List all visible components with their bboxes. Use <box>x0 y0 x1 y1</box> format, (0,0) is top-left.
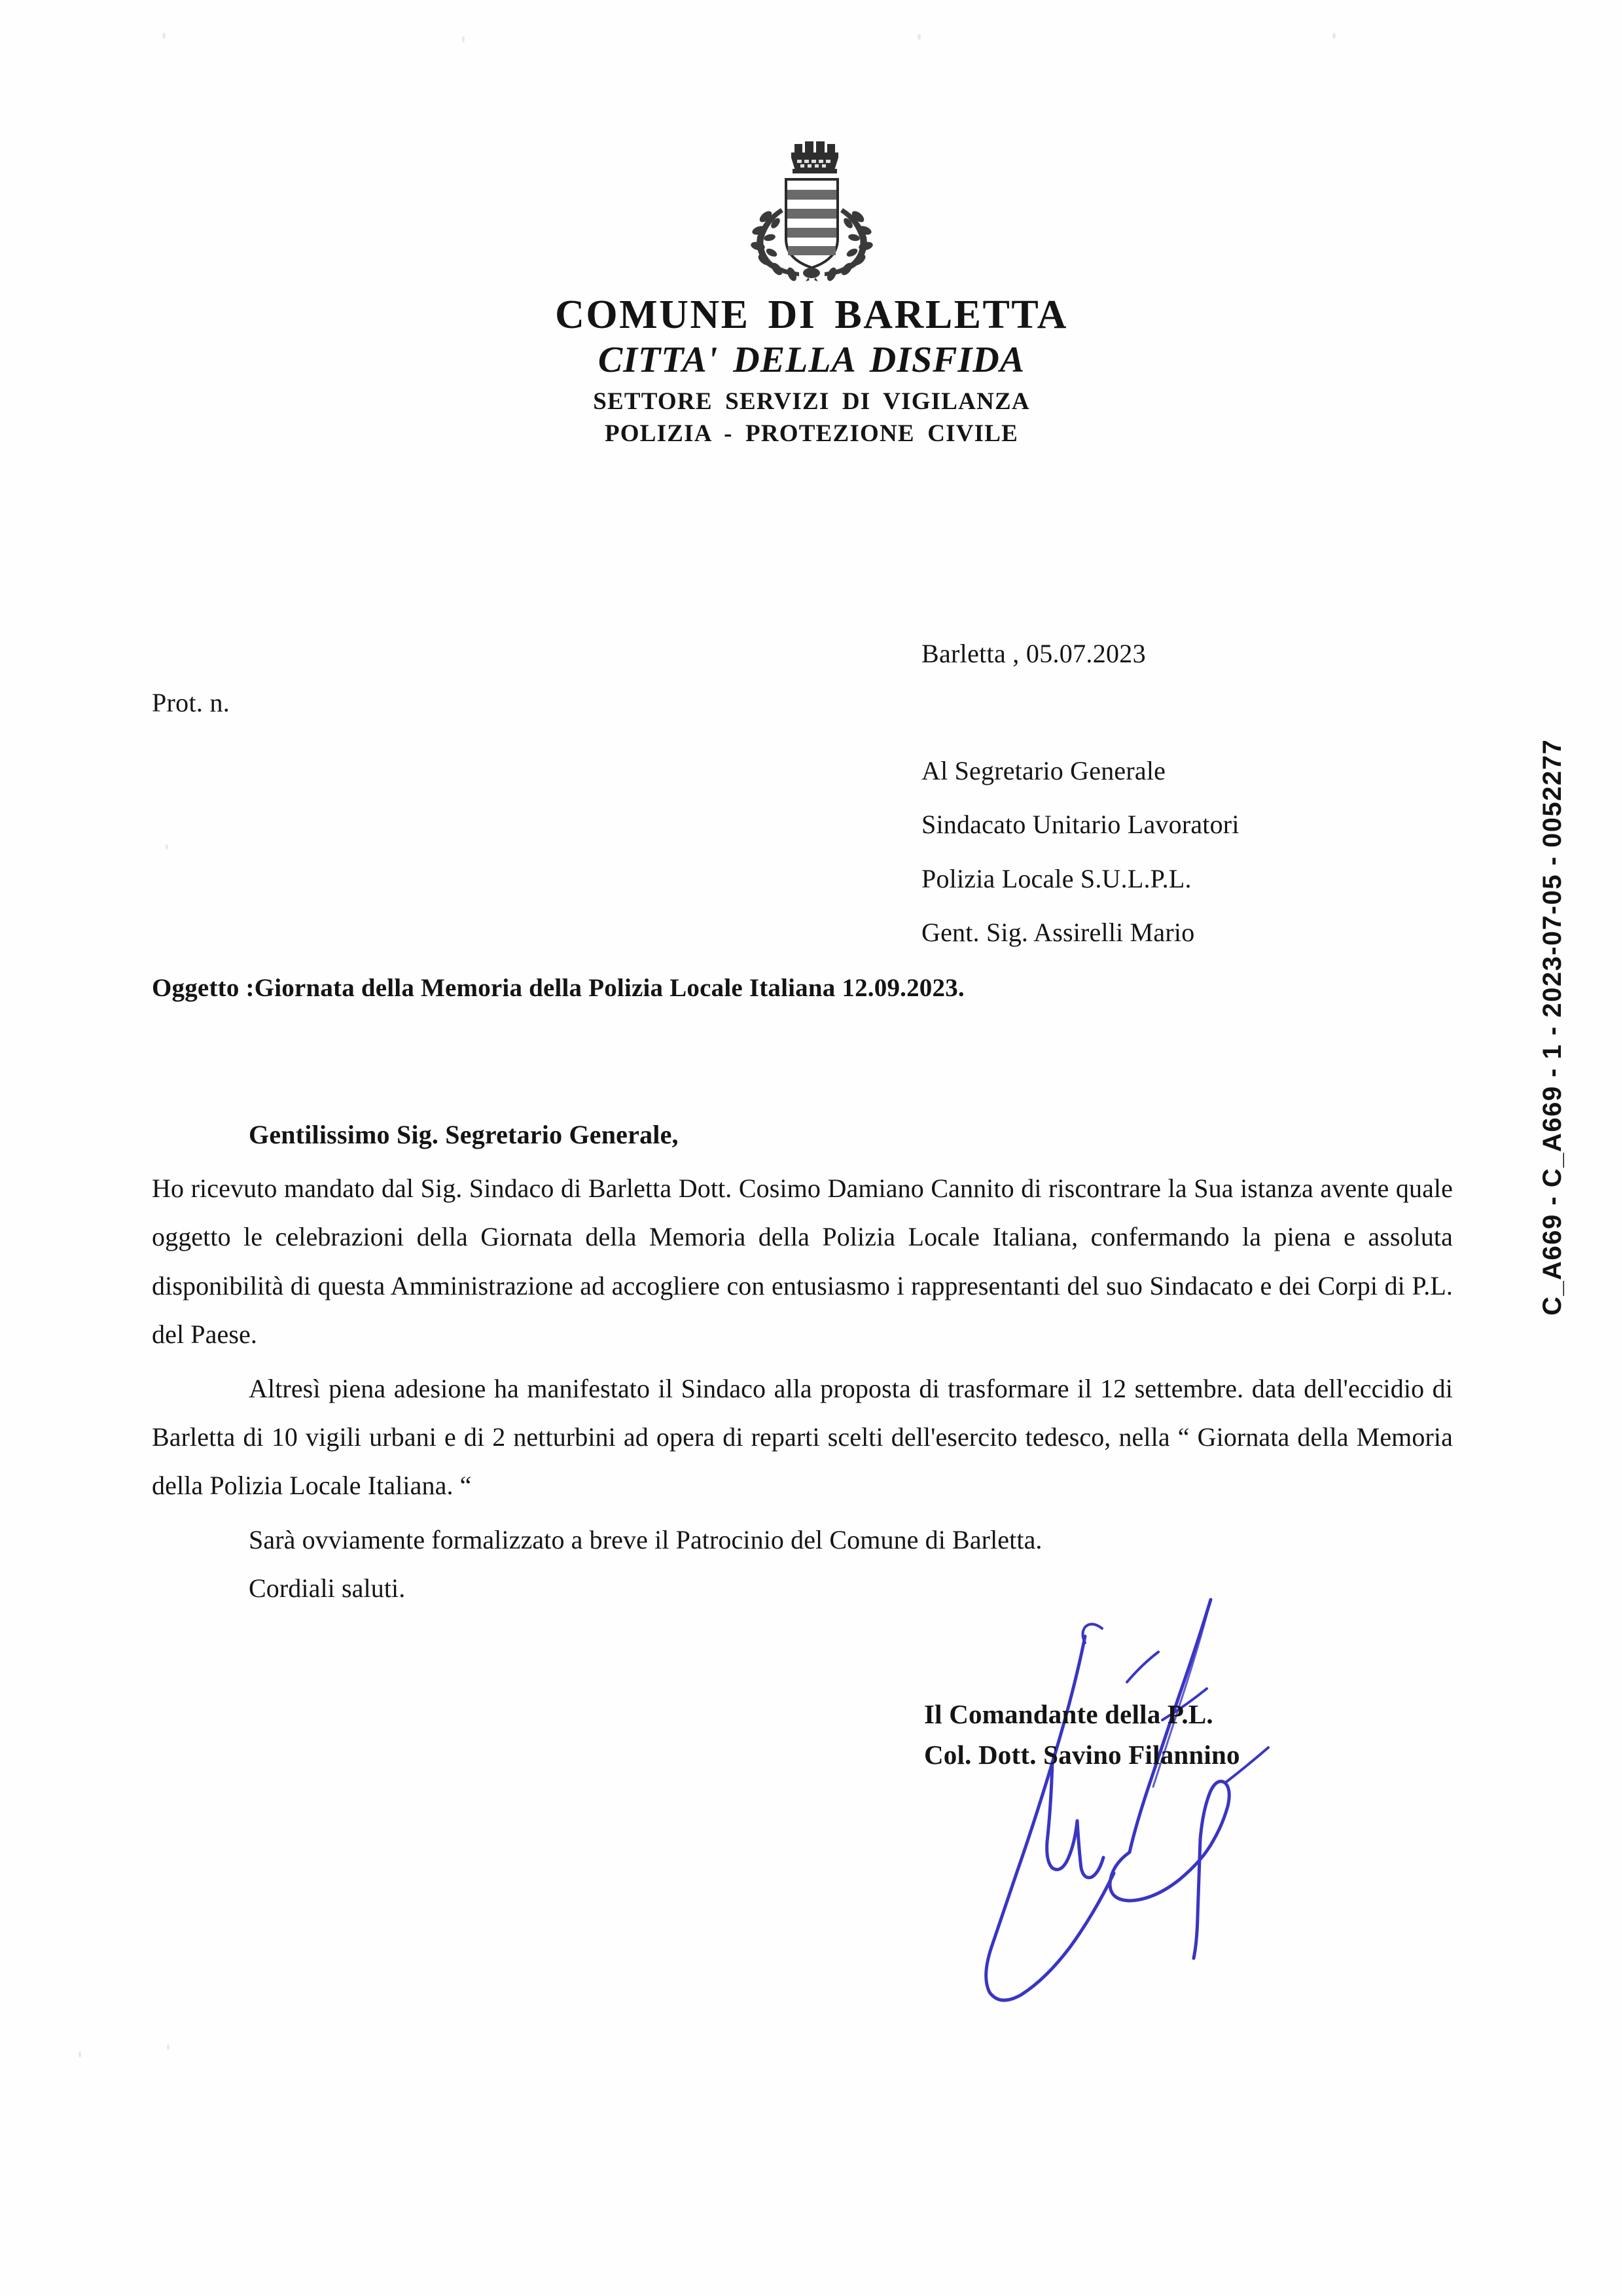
letterhead-department-line-2: POLIZIA - PROTEZIONE CIVILE <box>605 420 1018 447</box>
letterhead-title: COMUNE DI BARLETTA <box>555 293 1068 337</box>
signature-role: Il Comandante della P.L. <box>924 1699 1213 1729</box>
recipient-line: Sindacato Unitario Lavoratori <box>921 810 1240 840</box>
protocol-number-label: Prot. n. <box>152 688 230 717</box>
date-line: Barletta , 05.07.2023 <box>921 639 1146 668</box>
body-paragraph-1: Ho ricevuto mandato dal Sig. Sindaco di Barletta Dott. Cosimo Damiano Cannito di riscontrare la Sua istanza avente quale oggetto le celebrazioni della Giornata della Memoria della Polizia Locale Italiana, confermando la piena e assoluta disponibilità di questa Amministrazione ad accogliere con entusiasmo i rappresentanti del suo Sindacato e dei Corpi di P.L. del Paese. <box>152 1174 1453 1350</box>
side-stamp-protocol: C_A669 - C_A669 - 1 - 2023-07-05 - 0052277 <box>1538 738 1567 1316</box>
letterhead-subtitle: CITTA' DELLA DISFIDA <box>597 339 1026 380</box>
body-paragraph-3: Sarà ovviamente formalizzato a breve il Patrocinio del Comune di Barletta. <box>249 1524 1043 1554</box>
letterhead-department-line-1: SETTORE SERVIZI DI VIGILANZA <box>593 387 1030 415</box>
signature-name: Col. Dott. Savino Filannino <box>924 1740 1240 1770</box>
recipient-line: Gent. Sig. Assirelli Mario <box>921 918 1195 948</box>
body-paragraph-4: Cordiali saluti. <box>249 1573 406 1604</box>
recipient-line: Polizia Locale S.U.L.P.L. <box>921 863 1192 893</box>
subject-line: Oggetto :Giornata della Memoria della Polizia Locale Italiana 12.09.2023. <box>152 974 965 1002</box>
salutation: Gentilissimo Sig. Segretario Generale, <box>249 1120 679 1149</box>
recipient-line: Al Segretario Generale <box>921 756 1166 785</box>
body-paragraph-2: Altresì piena adesione ha manifestato il Sindaco alla proposta di trasformare il 12 settembre. data dell'eccidio di Barletta di 10 vigili urbani e di 2 netturbini ad opera di reparti scelti dell'esercito tedesco, nella “ Giornata della Memoria della Polizia Locale Italiana. “ <box>152 1373 1453 1501</box>
